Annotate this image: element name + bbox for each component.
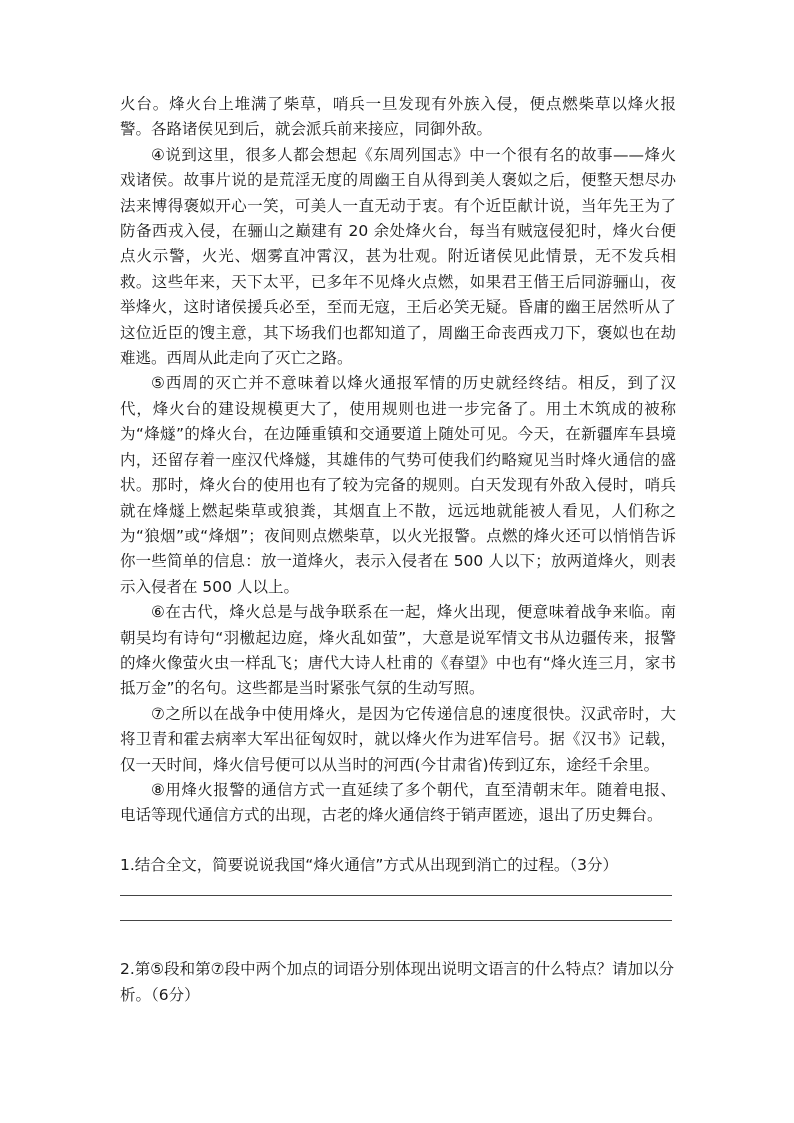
paragraph-5: ⑤西周的灭亡并不意味着以烽火通报军情的历史就经终结。相反，到了汉代，烽火台的建设规模更大了，使用规则也进一步完备了。用土木筑成的被称为“烽燧”的烽火台，在边陲重镇和交通要道上随处可见。今天，在新疆库车县境内，还留存着一座汉代烽燧，其雄伟的气势可使我们约略窥见当时烽火通信的盛状。那时，烽火台的使用也有了较为完备的规则。白天发现有外敌入侵时，哨兵就在烽燧上燃起柴草或狼粪，其烟直上不散，远远地就能被人看见，人们称之为“狼烟”或“烽烟”；夜间则点燃柴草，以火光报警。点燃的烽火还可以悄悄告诉你一些简单的信息：放一道烽火，表示入侵者在 500 人以下；放两道烽火，则表示入侵者在 500 人以上。 xyxy=(120,374,676,596)
paragraph-6: ⑥在古代，烽火总是与战争联系在一起，烽火出现，便意味着战争来临。南朝吴均有诗句“羽檄起边庭，烽火乱如萤”，大意是说军情文书从边疆传来，报警的烽火像萤火虫一样乱飞；唐代大诗人杜甫的《春望》中也有“烽火连三月，家书抵万金”的名句。这些都是当时紧张气氛的生动写照。 xyxy=(120,603,676,698)
paragraph-continued: 火台。烽火台上堆满了柴草，哨兵一旦发现有外族入侵，便点燃柴草以烽火报警。各路诸侯见到后，就会派兵前来接应，同御外敌。 xyxy=(120,95,676,139)
question-1: 1.结合全文，简要说说我国“烽火通信”方式从出现到消亡的过程。（3分） xyxy=(120,855,618,874)
paragraph-7: ⑦之所以在战争中使用烽火，是因为它传递信息的速度很快。汉武帝时，大将卫青和霍去病率大军出征匈奴时，就以烽火作为进军信号。据《汉书》记载，仅一天时间，烽火信号便可以从当时的河西(今甘肃省)传到辽东，途经千余里。 xyxy=(120,704,676,774)
exam-page xyxy=(120,92,676,1008)
answer-line[interactable] xyxy=(120,895,672,896)
question-2: 2.第⑤段和第⑦段中两个加点的词语分别体现出说明文语言的什么特点？请加以分析。（6分） xyxy=(120,960,675,1004)
paragraph-4: ④说到这里，很多人都会想起《东周列国志》中一个很有名的故事——烽火戏诸侯。故事片说的是荒淫无度的周幽王自从得到美人褒姒之后，便整天想尽办法来博得褒姒开心一笑，可美人一直无动于衷。有个近臣献计说，当年先王为了防备西戎入侵，在骊山之巅建有 20 余处烽火台，每当有贼寇侵犯时，烽火台便点火示警，火光、烟雾直冲霄汉，甚为壮观。附近诸侯见此情景，无不发兵相救。这些年来，天下太平，已多年不见烽火点燃，如果君王偕王后同游骊山，夜举烽火，这时诸侯援兵必至，至而无寇，王后必笑无疑。昏庸的幽王居然听从了这位近臣的馊主意，其下场我们也都知道了，周幽王命丧西戎刀下，褒姒也在劫难逃。西周从此走向了灭亡之路。 xyxy=(120,145,676,368)
answer-line[interactable] xyxy=(120,920,672,921)
paragraph-8: ⑧用烽火报警的通信方式一直延续了多个朝代，直至清朝末年。随着电报、电话等现代通信方式的出现，古老的烽火通信终于销声匿迹，退出了历史舞台。 xyxy=(120,780,676,825)
